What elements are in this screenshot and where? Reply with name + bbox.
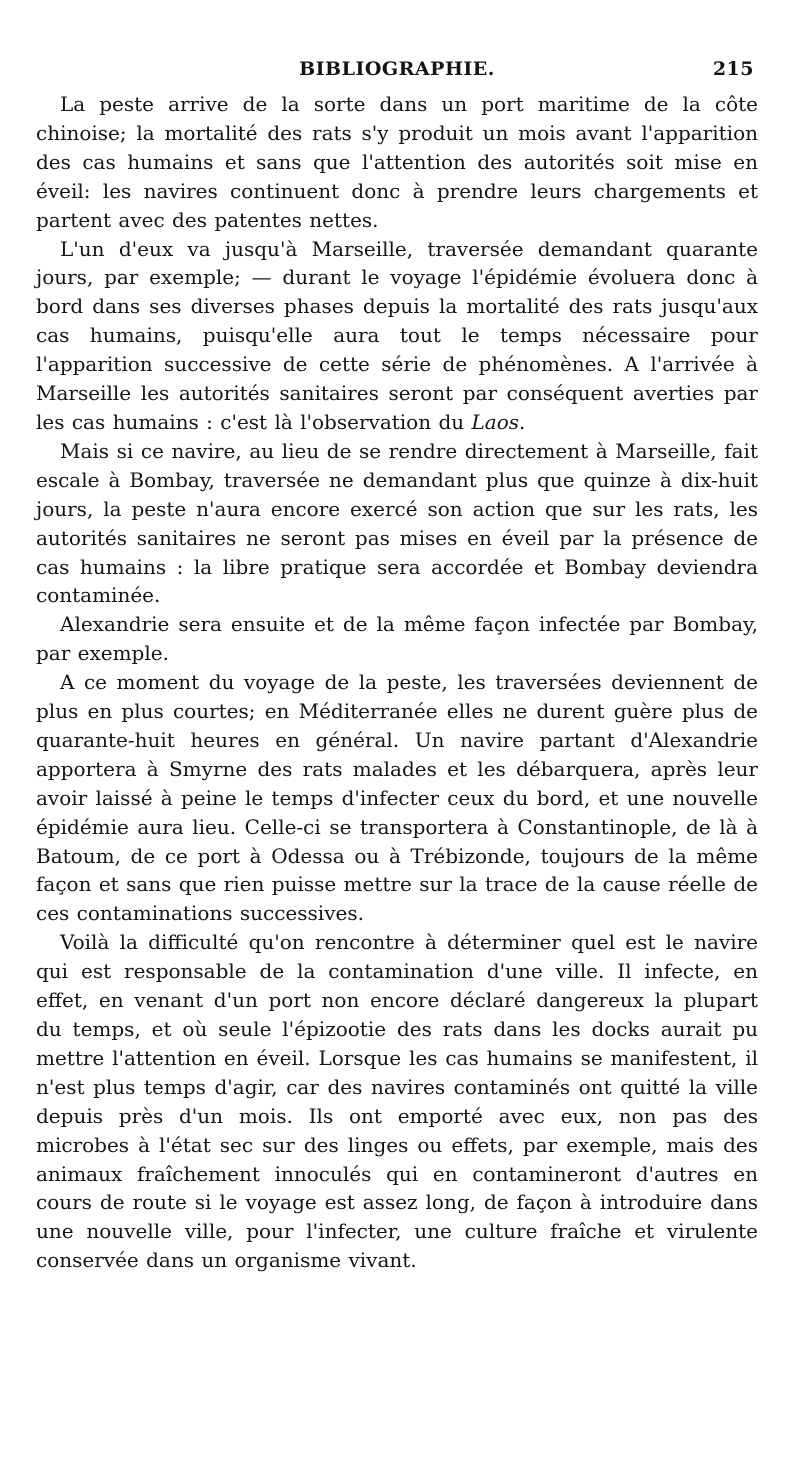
paragraph-5-text: A ce moment du voyage de la peste, les traversées deviennent de plus en plus courtes; en Méditerranée elles ne durent guère plus de quarante-huit heures en général. Un navire partant d'Alexandrie apportera à Smyrne des rats malades et les débarquera, après leur avoir laissé à peine le temps d'infecter ceux du bord, et une nouvelle épidémie aura lieu. Celle-ci se transportera à Constantinople, de là à Batoum, de ce port à Odessa ou à Trébizonde, toujours de la même façon et sans que rien puisse mettre sur la trace de la cause réelle de ces contaminations successives. — [36, 670, 758, 926]
paragraph-3-text: Mais si ce navire, au lieu de se rendre directement à Marseille, fait escale à Bombay, traversée ne demandant plus que quinze à dix-huit jours, la peste n'aura encore exercé son action que sur les rats, les autorités sanitaires ne seront pas mises en éveil par la présence de cas humains : la libre pratique sera accordée et Bombay deviendra contaminée. — [36, 438, 758, 608]
running-head — [36, 50, 758, 90]
body-text — [36, 90, 758, 1275]
paragraph-3 — [36, 437, 758, 610]
paragraph-4-text: Alexandrie sera ensuite et de la même façon infectée par Bombay, par exemple. — [36, 612, 758, 666]
paragraph-5 — [36, 668, 758, 928]
page-number: 215 — [712, 58, 754, 80]
paragraph-2 — [36, 235, 758, 437]
paragraph-1-text: La peste arrive de la sorte dans un port maritime de la côte chinoise; la mortalité des rats s'y produit un mois avant l'apparition des cas humains et sans que l'attention des autorités soit mise en éveil: les navires continuent donc à prendre leurs chargements et partent avec des patentes nettes. — [36, 92, 758, 232]
italic-trailing-period: . — [519, 409, 526, 434]
paragraph-6-text: Voilà la difficulté qu'on rencontre à déterminer quel est le navire qui est responsable de la contamination d'une ville. Il infecte, en effet, en venant d'un port non encore déclaré dangereux la plupart du temps, et où seule l'épizootie des rats dans les docks aurait pu mettre l'attention en éveil. Lorsque les cas humains se manifestent, il n'est plus temps d'agir, car des navires contaminés ont quitté la ville depuis près d'un mois. Ils ont emporté avec eux, non pas des microbes à l'état sec sur des linges ou effets, par exemple, mais des animaux fraîchement innoculés qui en contamineront d'autres en cours de route si le voyage est assez long, de façon à introduire dans une nouvelle ville, pour l'infecter, une culture fraîche et virulente conservée dans un organisme vivant. — [36, 930, 758, 1273]
paragraph-6 — [36, 928, 758, 1275]
paragraph-2-text: L'un d'eux va jusqu'à Marseille, traversée demandant quarante jours, par exemple; — durant le voyage l'épidémie évoluera donc à bord dans ses diverses phases depuis la mortalité des rats jusqu'aux cas humains, puisqu'elle aura tout le temps nécessaire pour l'apparition successive de cette série de phénomènes. A l'arrivée à Marseille les autorités sanitaires seront par conséquent averties par les cas humains : c'est là l'observation du — [36, 236, 758, 434]
running-title: BIBLIOGRAPHIE. — [299, 58, 495, 80]
document-page — [36, 50, 758, 1275]
paragraph-1 — [36, 90, 758, 235]
paragraph-4 — [36, 610, 758, 668]
italic-laos: Laos — [471, 409, 520, 434]
